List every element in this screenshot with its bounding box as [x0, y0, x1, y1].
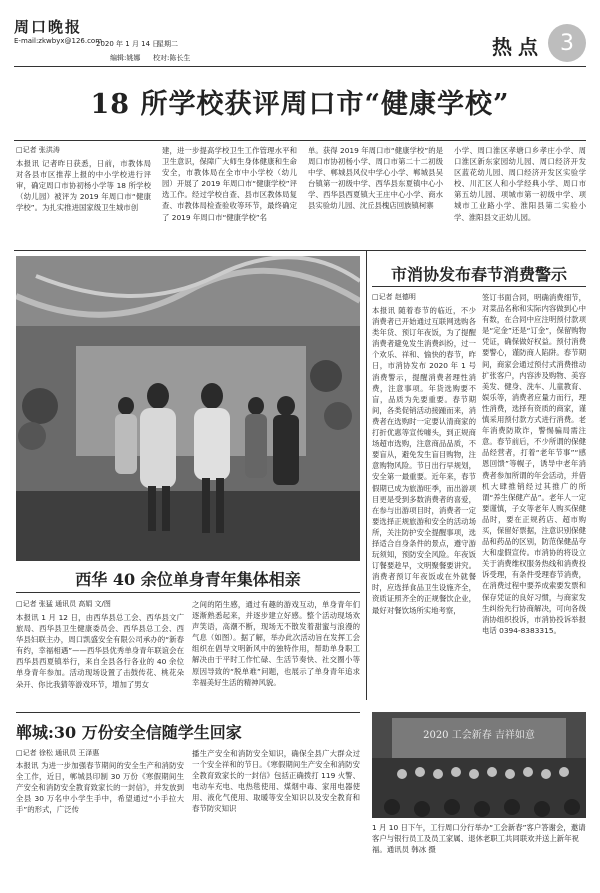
consumer-article-column-2: 签订书面合同，明确消费细节，对菜品名称和实际内容做到心中有数，在合同中应注明预付款项是“定金”还是“订金”，保留购物凭证，确保做好权益。预付消费要警心，谨防商人陷阱。春节期间，商家会通过预付式消费推动扩张客户，内容涉及购物、美容美发、健身、洗车、儿童教育、娱乐等，消费者应量力而行，理性消费，选择有资质的商家，谨慎采用预付款方式进行消费。老年消费防欺诈，警惕骗局需注意。春节前后，不少所谓的保健品经营者，打着“老年节事”“感恩回馈”等幌子，诱导中老年消费者参加所谓的年会活动，并借机大肆推销经过其推广的所谓“养生保健产品”。老年人一定要谨慎，子女等老年人购买保健品时，要在正规药店、超市购买，保留好票据，注意识别保健品和药品的区别，防范保健品夸大和虚假宣传。市消协的将设立关于消费维权服务热线和消费投诉受理，有条件受理春节消费，在消费过程中要养成索要发票和保存凭证的良好习惯，与商家发生纠纷先行协商解决，可向各级消协组织投诉，市消协投诉举报电话 0394-8383315。	[482, 293, 586, 635]
issue-weekday: 星期二	[157, 40, 178, 48]
editor-credit: 编辑:姚娜	[110, 54, 141, 62]
bank-event-caption: 1 月 10 日下午，工行周口分行举办“工会新春”客户答谢会，邀请客户与银行员工及员工家属、退休老职工共同联欢并送上新年祝福。通讯员 韩冰 摄	[372, 823, 586, 854]
proofreader-credit: 校对:陈长生	[153, 54, 191, 62]
section-divider	[14, 250, 586, 251]
singles-article-title: 西华 40 余位单身青年集体相亲	[75, 570, 301, 589]
consumer-article-byline: □记者 赵德明	[372, 293, 416, 301]
singles-title-divider	[16, 592, 360, 593]
column-divider	[366, 250, 367, 700]
main-article-column-1: 本报讯 记者昨日获悉，日前，市教体局对各县市区推荐上报的中小学校进行评审，确定周口市协初杨小学等 18 所学校（幼儿园）被评为 2019 年周口市“健康学校”。为扎实推进国家级卫生城市创	[16, 159, 151, 213]
contact-email: E-mail:zkwbyx@126.com	[14, 37, 103, 45]
headline-divider	[14, 140, 586, 141]
consumer-article-title: 市消协发布春节消费警示	[390, 265, 567, 284]
safety-article-byline: □记者 徐松 通讯员 王泽惠	[16, 749, 100, 757]
main-article-byline: □记者 张洪涛	[16, 146, 60, 154]
main-article-column-4: 小学、周口淮区孝塘口乡孝庄小学、周口淮区新东家园幼儿园、周口经济开发区蓝花幼儿园、周口经济开发区实验学校、川汇区人和小学经典小学、周口市第五幼儿园、项城市第一初级中学、项城市工业路小学、淮阳县第二实验小学、淮阳县文正幼儿园。	[454, 146, 586, 222]
safety-article-column-1: 本报讯 为进一步加强春节期间的安全生产和消防安全工作，近日，郸城县印制 30 万份《寒假期间生产安全和消防安全教育致家长的一封信》，并发放到全县 30 万名中小学生手中，希望通过“小手拉大手”的形式，广泛传	[16, 761, 184, 815]
masthead-divider	[14, 66, 586, 67]
page-number-badge: 3	[548, 24, 586, 62]
bank-event-banner-text: 2020 工会新春 吉祥如意	[423, 730, 535, 741]
singles-article-byline: □记者 张猛 通讯员 高娟 文/图	[16, 600, 111, 608]
section-name: 热点	[492, 35, 544, 59]
main-headline: 18 所学校获评周口市“健康学校”	[90, 89, 510, 120]
bank-event-photo	[372, 712, 586, 818]
safety-article-title: 郸城:30 万份安全信随学生回家	[16, 723, 242, 742]
singles-event-photo-illustration	[16, 256, 360, 561]
consumer-article-column-1: 本报讯 随着春节的临近，不少消费者已开始通过互联网选购各类年货、预订年夜饭，为了提醒消费者避免发生消费纠纷，过一个欢乐、祥和、愉快的春节，昨日，市消协发布 2020 年 1 号消费警示，提醒消费者理性消费，注意事项。年货选购要不盲，品质为先要重要。春节期间，各类促销活动接踵而来，消费者在选购时一定要认清商家的打折优惠等宣传噱头，到正规商场超市选购，注意商品品质，不要盲从，避免发生盲目购物，注意购物风险。节日出行早规划，安全第一最重要。近年来，春节假期已成为旅游旺季，而出游项目更是受到多数消费者的喜爱，在参与出游项目时，消费者一定要选择正规旅游和安全的活动场所，关注防护安全提醒事项，选择适合自身条件的景点，遵守游玩须知，预防安全风险。年夜饭订餐要趁早，文明聚餐要讲究。消费者预订年夜饭或在外就餐时，应选择食品卫生设施齐全，资质证照齐全的正规餐饮企业，最好对餐饮场所实地考察，	[372, 306, 476, 615]
consumer-title-divider	[372, 286, 586, 287]
issue-date: 2020 年 1 月 14 日	[96, 40, 160, 48]
lower-left-divider	[16, 712, 360, 713]
singles-article-column-1: 本报讯 1 月 12 日，由西华县总工会、西华县文广旅局、西华县卫生健康委员会、西华县总工会、西华县妇联主办，周口凯盛安全有限公司承办的“新春有约，幸福相遇”——西华县优秀单身青年联谊会在西华县西夏镇举行，来自全县各行各业的 40 余位单身青年参加。活动现场设置了击鼓传花、桃花朵朵开、你比我猜等游戏环节，增加了男女	[16, 613, 184, 689]
singles-article-column-2: 之间的陌生感，通过有趣的游戏互动，单身青年们逐渐熟悉起来，并逐步建立好感。整个活动现场欢声笑语，高潮不断，现场无不散发着甜蜜与浪漫的气息（如图）。据了解，举办此次活动旨在发挥工会组织在倡导文明新风中的独特作用，帮助单身职工解决由于平时工作忙碌、生活节奏快、社交圈小等原因导致的“脱单难”问题，也展示了单身青年追求幸福美好生活的精神风貌。	[192, 600, 360, 687]
main-article-column-3: 单。获得 2019 年周口市“健康学校”的是周口市协初杨小学、周口市第二十二初级中学、郸城县风仪中学心小学、郸城县吴台镇第一初级中学、西华县东夏镇中心小学、西华县西夏镇大王庄中心小学、商水县实验幼儿园、沈丘县槐店回族镇柯寨	[308, 146, 443, 211]
newspaper-logo: 周口晚报	[14, 18, 83, 36]
main-article-column-2: 建，进一步提高学校卫生工作管理水平和卫生意识，保障广大师生身体健康和生命安全，市教体局在全市中小学校（幼儿园）开展了 2019 年周口市“健康学校”评选工作。经过学校自查、县市区教体局复查、市教体局检查验收等环节，最终确定了 2019 年周口市“健康学校”名	[162, 146, 297, 222]
singles-event-photo	[16, 256, 360, 561]
safety-article-column-2: 播生产安全和消防安全知识，确保全县广大群众过一个安全祥和的节日。《寒假期间生产安全和消防安全教育致家长的一封信》包括正确拨打 119 火警、电动车充电、电热毯使用、煤烟中毒、家用电器使用、液化气使用、取暖等安全知识以及安全教育和春节防灾知识	[192, 749, 360, 814]
